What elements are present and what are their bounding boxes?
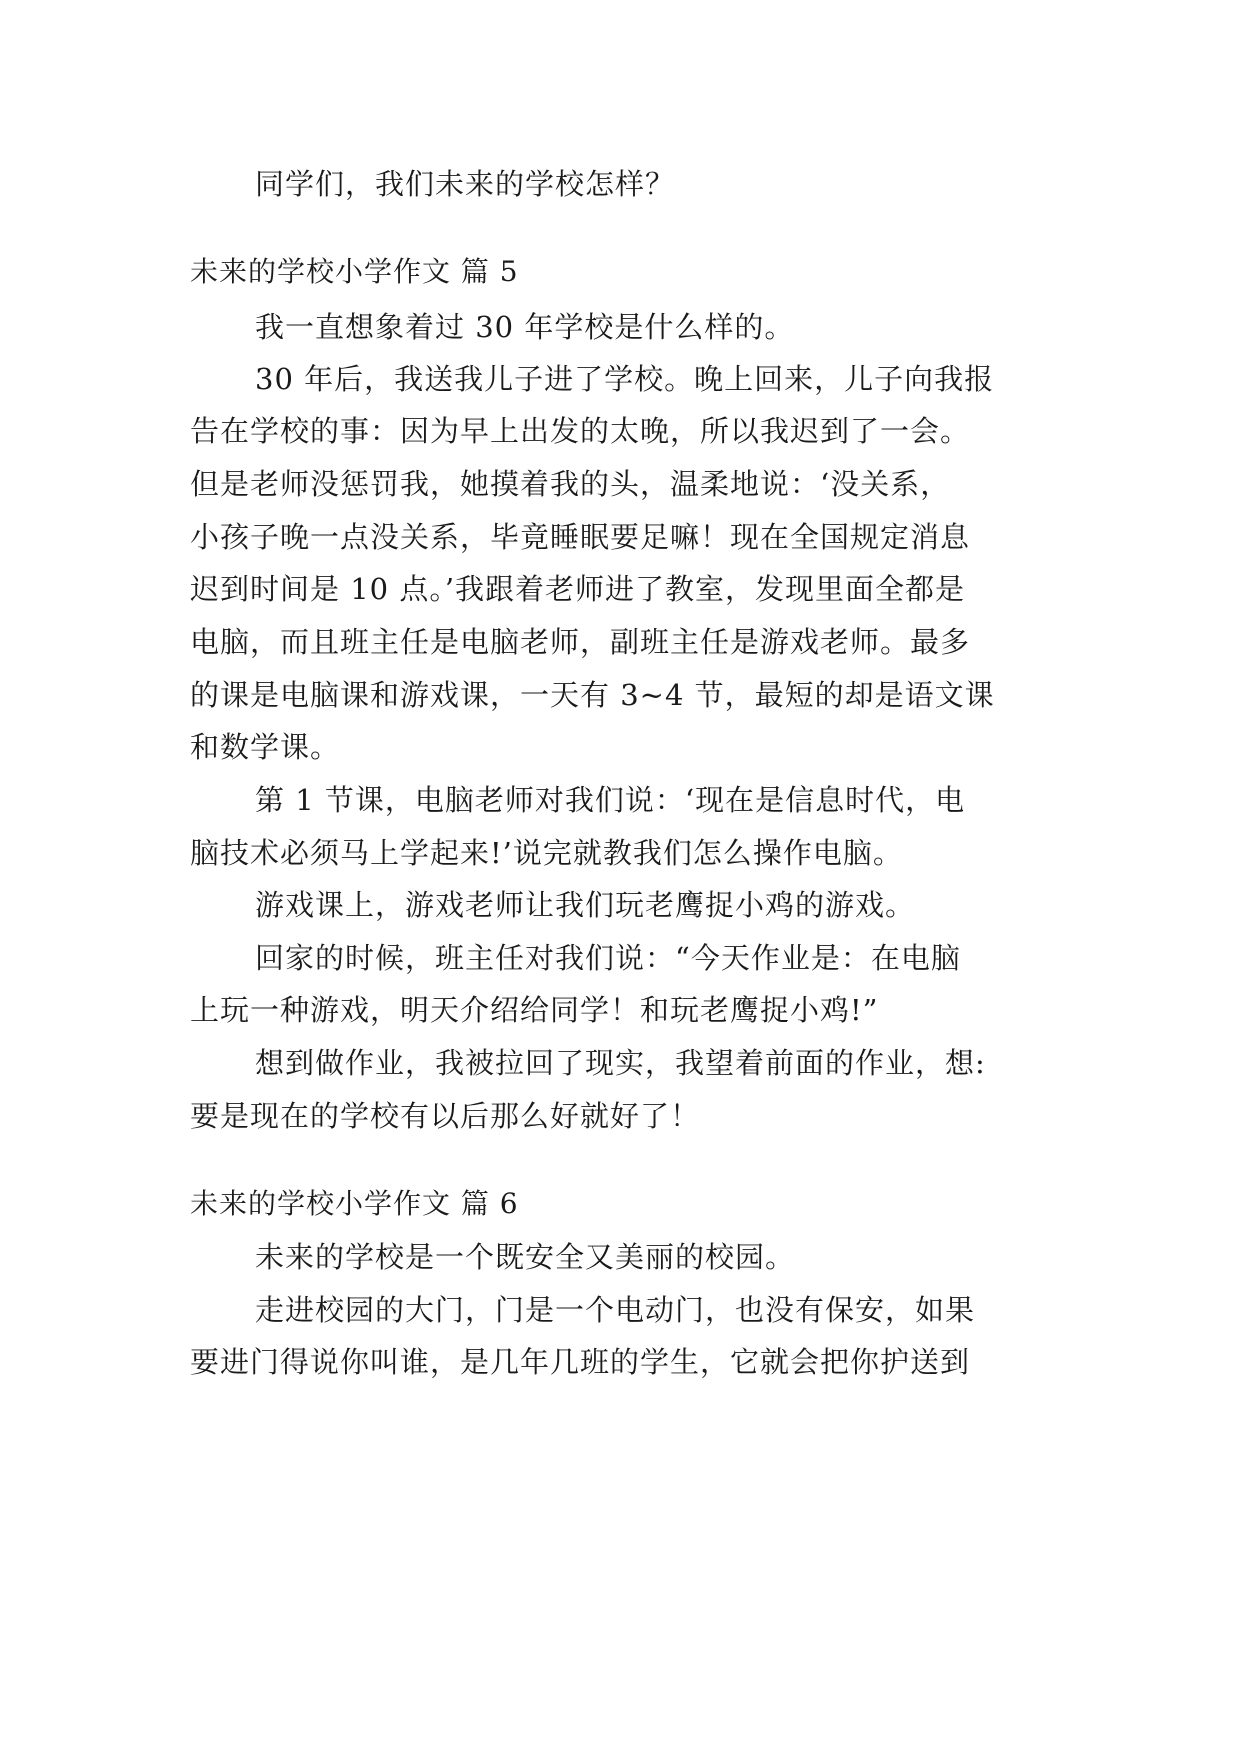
paragraph-line: 要是现在的学校有以后那么好就好了！ <box>190 1099 701 1133</box>
paragraph-line: 小孩子晚一点没关系，毕竟睡眠要足嘛！现在全国规定消息 <box>190 520 971 554</box>
intro-paragraph: 同学们，我们未来的学校怎样？ <box>255 167 676 201</box>
section-6-title: 未来的学校小学作文 篇 6 <box>190 1187 519 1220</box>
paragraph-line: 回家的时候，班主任对我们说：“今天作业是：在电脑 <box>255 941 961 975</box>
paragraph-line: 的课是电脑课和游戏课，一天有 3~4 节，最短的却是语文课 <box>190 678 995 712</box>
paragraph-line: 脑技术必须马上学起来!’说完就教我们怎么操作电脑。 <box>190 836 903 870</box>
paragraph-line: 迟到时间是 10 点。’我跟着老师进了教室，发现里面全都是 <box>190 572 966 606</box>
paragraph-line: 走进校园的大门，门是一个电动门，也没有保安，如果 <box>255 1293 976 1327</box>
paragraph-line: 和数学课。 <box>190 730 341 764</box>
paragraph-line: 电脑，而且班主任是电脑老师，副班主任是游戏老师。最多 <box>190 625 971 659</box>
paragraph-line: 告在学校的事：因为早上出发的太晚，所以我迟到了一会。 <box>190 414 971 448</box>
paragraph-line: 想到做作业，我被拉回了现实，我望着前面的作业，想: <box>255 1046 986 1080</box>
paragraph-line: 要进门得说你叫谁，是几年几班的学生，它就会把你护送到 <box>190 1345 971 1379</box>
section-5-paragraph-4: 游戏课上，游戏老师让我们玩老鹰捉小鸡的游戏。 <box>255 888 916 922</box>
paragraph-line: 30 年后，我送我儿子进了学校。晚上回来，儿子向我报 <box>255 362 995 396</box>
paragraph-line: 上玩一种游戏，明天介绍给同学！和玩老鹰捉小鸡!” <box>190 993 879 1027</box>
paragraph-line: 第 1 节课，电脑老师对我们说：‘现在是信息时代，电 <box>255 783 966 817</box>
section-5-paragraph-1: 我一直想象着过 30 年学校是什么样的。 <box>255 310 795 344</box>
section-6-paragraph-1: 未来的学校是一个既安全又美丽的校园。 <box>255 1240 796 1274</box>
section-5-title: 未来的学校小学作文 篇 5 <box>190 255 519 288</box>
paragraph-line: 但是老师没惩罚我，她摸着我的头，温柔地说：‘没关系， <box>190 467 951 501</box>
